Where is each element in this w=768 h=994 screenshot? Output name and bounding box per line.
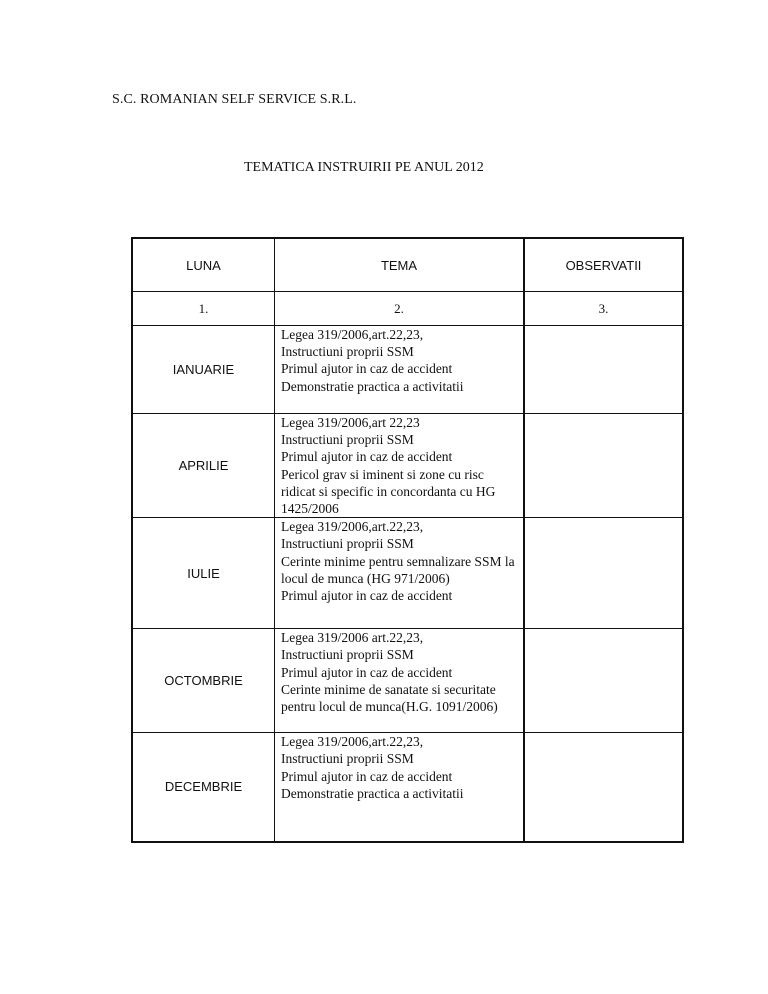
table-row (132, 629, 683, 733)
topic-line: Legea 319/2006,art.22,23, (281, 327, 424, 342)
topic-line: Instructiuni proprii SSM (281, 432, 414, 448)
table-header-row (132, 238, 683, 292)
topics-cell (275, 326, 525, 414)
month-cell: IULIE (132, 518, 275, 629)
topic-line: Legea 319/2006,art 22,23 (281, 415, 420, 430)
document-title: TEMATICA INSTRUIRII PE ANUL 2012 (244, 160, 484, 175)
topic-line: Cerinte minime pentru semnalizare SSM la locul de munca (HG 971/2006) (281, 553, 515, 586)
month-cell: OCTOMBRIE (132, 629, 275, 733)
topic-line: Primul ajutor in caz de accident (281, 449, 453, 465)
topic-line: Legea 319/2006 art.22,23, (281, 630, 424, 646)
month-cell: APRILIE (132, 414, 275, 518)
topic-line: Instructiuni proprii SSM (281, 751, 414, 767)
table-row (132, 414, 683, 518)
topic-line: Instructiuni proprii SSM (281, 647, 414, 663)
topics-cell (275, 414, 525, 518)
topic-line: Primul ajutor in caz de accident (281, 664, 453, 680)
table-row (132, 518, 683, 629)
topic-line: Demonstratie practica a activitatii (281, 785, 464, 801)
observations-cell (524, 518, 683, 629)
table-row (132, 733, 683, 842)
training-schedule-table (131, 237, 684, 843)
topic-line: Demonstratie practica a activitatii (281, 378, 464, 394)
topic-line: Instructiuni proprii SSM (281, 536, 414, 552)
table-row (132, 326, 683, 414)
topics-cell (275, 518, 525, 629)
topic-line: Primul ajutor in caz de accident (281, 361, 453, 377)
topic-line: Instructiuni proprii SSM (281, 344, 414, 360)
column-number-3: 3. (524, 292, 683, 326)
company-name: S.C. ROMANIAN SELF SERVICE S.R.L. (112, 92, 357, 107)
observations-cell (524, 326, 683, 414)
column-number-row (132, 292, 683, 326)
topic-line: Primul ajutor in caz de accident (281, 768, 453, 784)
topic-line: Pericol grav si iminent si zone cu risc ridicat si specific in concordanta cu HG 1425/2006 (281, 466, 496, 517)
column-header-luna: LUNA (132, 238, 275, 292)
column-number-2: 2. (275, 292, 525, 326)
observations-cell (524, 629, 683, 733)
month-cell: IANUARIE (132, 326, 275, 414)
column-number-1: 1. (132, 292, 275, 326)
column-header-observatii: OBSERVATII (524, 238, 683, 292)
column-header-tema: TEMA (275, 238, 525, 292)
topic-line: Cerinte minime de sanatate si securitate pentru locul de munca(H.G. 1091/2006) (281, 681, 498, 715)
topic-line: Legea 319/2006,art.22,23, (281, 734, 424, 750)
topics-cell (275, 733, 525, 842)
topic-line: Primul ajutor in caz de accident (281, 588, 453, 604)
topic-line: Legea 319/2006,art.22,23, (281, 519, 424, 535)
topics-cell (275, 629, 525, 733)
observations-cell (524, 414, 683, 518)
month-cell: DECEMBRIE (132, 733, 275, 842)
observations-cell (524, 733, 683, 842)
